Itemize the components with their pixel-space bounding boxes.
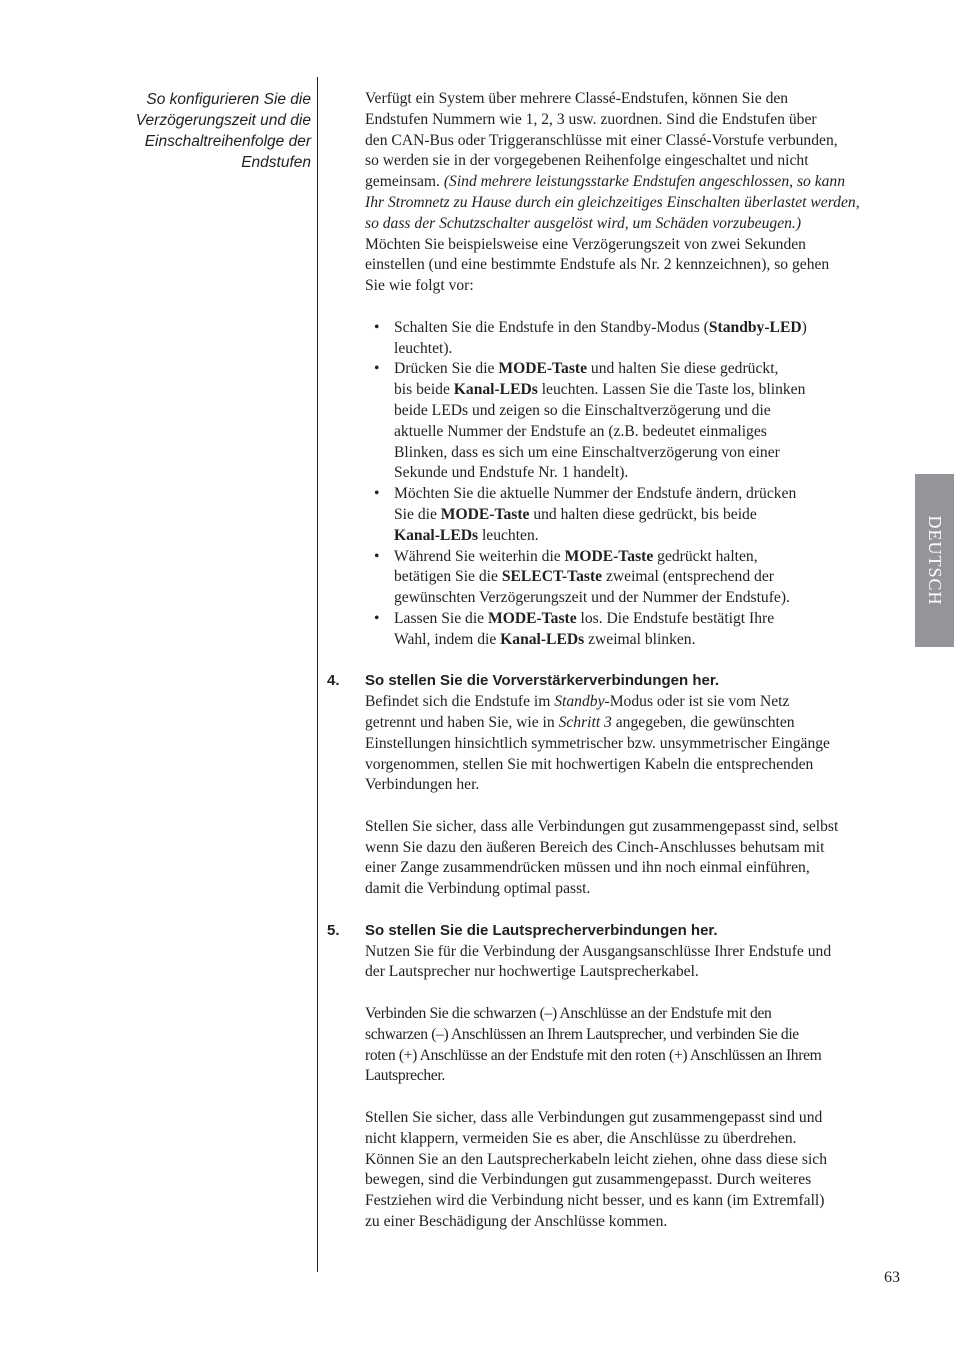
text-line: Möchten Sie die aktuelle Nummer der Endstufe ändern, drücken	[394, 485, 797, 503]
text-line: einstellen (und eine bestimmte Endstufe als Nr. 2 kennzeichnen), so gehen	[365, 256, 830, 274]
list-item	[365, 547, 885, 609]
text-line: roten (+) Anschlüsse an der Endstufe mit den roten (+) Anschlüssen an Ihrem	[365, 1046, 822, 1064]
text-line: Verbindungen her.	[365, 776, 480, 794]
text-line	[394, 547, 885, 568]
step-5	[327, 921, 885, 1233]
text-line: Sie wie folgt vor:	[365, 277, 474, 295]
text-fragment: getrennt und haben Sie, wie in	[365, 713, 559, 731]
text-line	[365, 692, 885, 713]
text-fragment: Drücken Sie die	[394, 360, 499, 378]
text-line	[394, 380, 885, 401]
text-line	[394, 505, 885, 526]
text-line: Verbinden Sie die schwarzen (–) Anschlüsse an der Endstufe mit den	[365, 1005, 772, 1023]
text-line: leuchtet).	[394, 339, 453, 357]
text-line: aktuelle Nummer der Endstufe an (z.B. bedeutet einmaliges	[394, 422, 767, 440]
text-fragment: gemeinsam.	[365, 173, 444, 191]
text-fragment: Während Sie weiterhin die	[394, 547, 565, 565]
text-line	[394, 609, 885, 630]
list-item	[365, 609, 885, 651]
text-line: Schalten Sie die Endstufe in den Standby-Modus (Standby-LED)	[394, 318, 807, 336]
text-line: nicht klappern, vermeiden Sie es aber, die Anschlüsse zu überdrehen.	[365, 1129, 797, 1147]
text-fragment: Wahl, indem die	[394, 630, 501, 648]
text-fragment: und halten Sie diese gedrückt,	[587, 360, 779, 378]
spacer	[365, 900, 885, 921]
italic-note: (Sind mehrere leistungsstarke Endstufen angeschlossen, so kann	[443, 173, 846, 191]
text-line: Stellen Sie sicher, dass alle Verbindungen gut zusammengepasst sind, selbst	[365, 817, 839, 835]
text-line: Festziehen wird die Verbindung nicht besser, und es kann (im Extremfall)	[365, 1192, 825, 1210]
spacer	[365, 1087, 885, 1108]
intro-paragraph	[365, 89, 885, 297]
text-fragment: Befindet sich die Endstufe im	[365, 693, 555, 711]
text-line: Verfügt ein System über mehrere Classé-Endstufen, können Sie den	[365, 90, 789, 107]
bold-term: Kanal-LEDs	[500, 630, 585, 648]
text-line: Einstellungen hinsichtlich symmetrischer bzw. unsymmetrischer Eingänge	[365, 734, 830, 752]
spacer	[365, 651, 885, 672]
text-fragment: angegeben, die gewünschten	[611, 713, 795, 731]
text-line: einer Zange zusammendrücken müssen und ihn noch einmal einführen,	[365, 859, 810, 877]
text-line: Sekunde und Endstufe Nr. 1 handelt).	[394, 464, 629, 482]
bullet-icon: •	[374, 609, 380, 627]
sidenote-line: Einschaltreihenfolge der	[144, 133, 311, 150]
spacer	[365, 796, 885, 817]
text-line	[394, 526, 885, 547]
text-line: gewünschten Verzögerungszeit und der Nummer der Endstufe).	[394, 589, 790, 607]
text-fragment: bis beide	[394, 381, 454, 399]
bold-term: Standby-LED	[708, 318, 802, 336]
text-line: beide LEDs und zeigen so die Einschaltverzögerung und die	[394, 401, 771, 419]
bullet-icon: •	[374, 318, 380, 336]
text-fragment: zweimal (entsprechend der	[602, 568, 774, 586]
text-fragment: Lassen Sie die	[394, 609, 488, 627]
bold-term: MODE-Taste	[487, 609, 577, 627]
list-item	[365, 318, 885, 360]
bullet-icon: •	[374, 485, 380, 503]
italic-note: Ihr Stromnetz zu Hause durch ein gleichzeitiges Einschalten überlastet werden,	[365, 193, 860, 211]
bold-term: Kanal-LEDs	[453, 381, 538, 399]
list-item	[365, 359, 885, 484]
text-line: der Lautsprecher nur hochwertige Lautsprecherkabel.	[365, 963, 699, 981]
italic-term: Standby	[554, 693, 605, 711]
text-line: Blinken, dass es sich um eine Einschaltverzögerung von einer	[394, 443, 780, 461]
text-line: den CAN-Bus oder Triggeranschlüsse mit einer Classé-Vorstufe verbunden,	[365, 131, 838, 149]
text-line: Lautsprecher.	[365, 1067, 445, 1085]
text-fragment: gedrückt halten,	[653, 547, 758, 565]
step-number: 5.	[327, 921, 340, 939]
text-line	[394, 567, 885, 588]
bold-term: MODE-Taste	[498, 360, 588, 378]
list-item	[365, 484, 885, 546]
text-line: schwarzen (–) Anschlüssen an Ihrem Lautsprecher, und verbinden Sie die	[365, 1025, 799, 1043]
section-sidenote	[100, 89, 311, 173]
bold-term: MODE-Taste	[564, 547, 654, 565]
text-line: Können Sie an den Lautsprecherkabeln leicht ziehen, ohne dass diese sich	[365, 1150, 828, 1168]
step-4	[327, 671, 885, 900]
text-line: so werden sie in der vorgegebenen Reihenfolge eingeschaltet und nicht	[365, 152, 809, 170]
text-line	[365, 214, 885, 235]
text-line	[365, 193, 885, 214]
bold-term: MODE-Taste	[440, 505, 530, 523]
bullet-icon: •	[374, 547, 380, 565]
spacer	[365, 983, 885, 1004]
text-line	[365, 172, 885, 193]
column-divider	[317, 77, 318, 1272]
text-line: Stellen Sie sicher, dass alle Verbindungen gut zusammengepasst sind und	[365, 1109, 823, 1127]
step-heading: So stellen Sie die Vorverstärkerverbindungen her.	[365, 672, 720, 690]
text-line: damit die Verbindung optimal passt.	[365, 880, 591, 898]
text-line	[394, 359, 885, 380]
text-line: zu einer Beschädigung der Anschlüsse kommen.	[365, 1213, 668, 1231]
sidenote-line: Verzögerungszeit und die	[135, 112, 311, 129]
text-line: bewegen, sind die Verbindungen gut zusammengepasst. Durch weiteres	[365, 1171, 812, 1189]
bullet-icon: •	[374, 360, 380, 378]
step-number: 4.	[327, 672, 340, 690]
text-line	[394, 630, 885, 651]
text-fragment: zweimal blinken.	[584, 630, 696, 648]
text-line: Möchten Sie beispielsweise eine Verzögerungszeit von zwei Sekunden	[365, 235, 806, 253]
main-content	[327, 89, 885, 1233]
italic-term: Schritt 3	[558, 713, 612, 731]
step-heading: So stellen Sie die Lautsprecherverbindungen her.	[365, 921, 718, 939]
text-line: wenn Sie dazu den äußeren Bereich des Cinch-Anschlusses behutsam mit	[365, 838, 825, 856]
text-fragment: Schalten Sie die Endstufe in den Standby-Modus (	[394, 318, 709, 336]
text-line	[365, 713, 885, 734]
text-fragment: leuchten.	[478, 526, 539, 544]
sidenote-line: So konfigurieren Sie die	[146, 91, 311, 108]
text-fragment: und halten diese gedrückt, bis beide	[529, 505, 757, 523]
italic-note: so dass der Schutzschalter ausgelöst wird, um Schäden vorzubeugen.)	[365, 214, 802, 232]
text-fragment: leuchten. Lassen Sie die Taste los, blinken	[537, 381, 806, 399]
text-fragment: betätigen Sie die	[394, 568, 502, 586]
text-line: vorgenommen, stellen Sie mit hochwertigen Kabeln die entsprechenden	[365, 755, 814, 773]
text-line: Endstufen Nummern wie 1, 2, 3 usw. zuordnen. Sind die Endstufen über	[365, 110, 817, 128]
language-tab	[915, 474, 954, 647]
text-fragment: los. Die Endstufe bestätigt Ihre	[576, 609, 775, 627]
language-tab-label: DEUTSCH	[925, 515, 945, 606]
text-fragment: Sie die	[394, 505, 441, 523]
page-number: 63	[884, 1269, 900, 1286]
bold-term: SELECT-Taste	[501, 568, 603, 586]
spacer	[365, 297, 885, 318]
text-fragment: -Modus oder ist sie vom Netz	[604, 693, 790, 711]
sidenote-line: Endstufen	[241, 154, 311, 171]
text-line: Nutzen Sie für die Verbindung der Ausgangsanschlüsse Ihrer Endstufe und	[365, 942, 832, 960]
instruction-list	[365, 318, 885, 651]
bold-term: Kanal-LEDs	[394, 526, 479, 544]
